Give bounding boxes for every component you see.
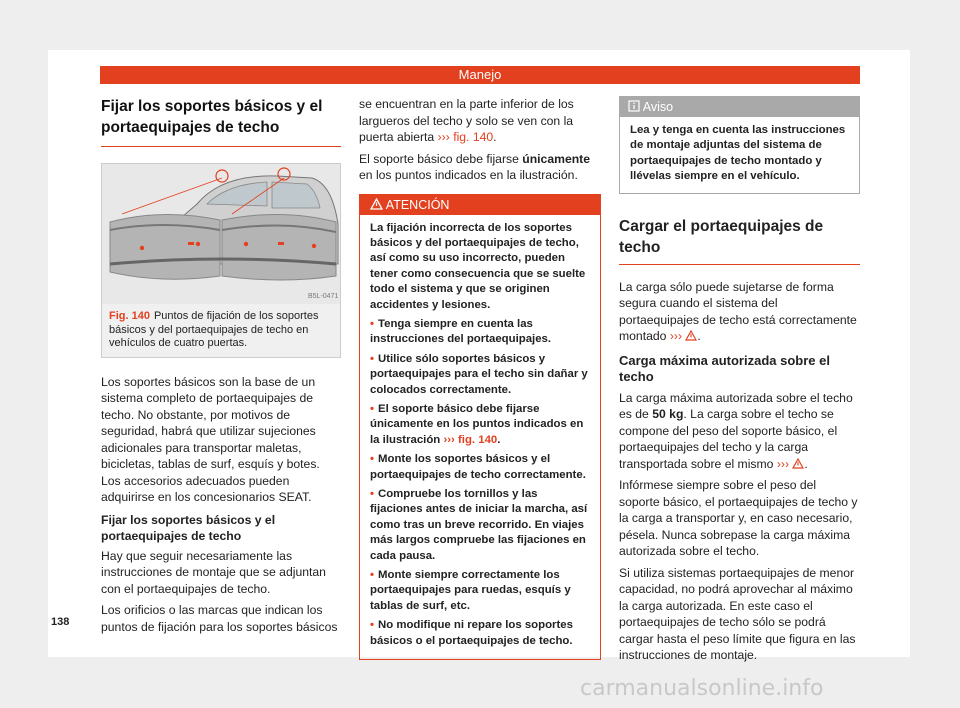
- col1-paragraph-3: Los orificios o las marcas que indican los puntos de fijación para los soportes básicos: [101, 603, 338, 634]
- col2-paragraph-2: [359, 151, 601, 184]
- col2-p2-bold: únicamente: [522, 151, 591, 166]
- section-title-fijar: Fijar los soportes básicos y el portaequipajes de techo: [101, 96, 341, 147]
- figure-caption-text: Puntos de fijación de los soportes básicos y del portaequipajes de techo en vehículos de cuatro puertas.: [109, 310, 319, 349]
- warning-bullet: • Utilice sólo soportes básicos y portaequipajes para el techo sin dañar y colocados correctamente.: [370, 352, 588, 396]
- warning-triangle-icon: [370, 198, 383, 210]
- note-header: [620, 97, 859, 117]
- fig-140-link[interactable]: fig. 140: [458, 433, 498, 446]
- ref-arrows: ›››: [669, 329, 683, 344]
- col1-paragraph-1: Los soportes básicos son la base de un sistema completo de portaequipajes de techo. No obstante, por motivos de seguridad, habrá que utilizar sujeciones adicionales para transportar maletas, bicicletas, tablas de surf, esquís y botes. Los accesorios adecuados pueden adquirirse en los concesionarios SEAT.: [101, 374, 320, 504]
- section-title-cargar: Cargar el portaequipajes de techo: [619, 216, 860, 265]
- warning-bullet: • Compruebe los tornillos y las fijaciones antes de iniciar la marcha, así como tras un breve recorrido. En viajes más largos compruebe las fijaciones en cada pausa.: [370, 488, 588, 562]
- warning-header: [360, 195, 600, 215]
- column-3: [619, 96, 860, 669]
- column-2: [359, 96, 601, 660]
- col2-p1-text: se encuentran en la parte inferior de los largueros del techo y solo se ven con la puerta abierta: [359, 97, 574, 144]
- col2-paragraph-1: [359, 96, 601, 146]
- warning-bullet: • Tenga siempre en cuenta las instrucciones del portaequipajes.: [370, 317, 552, 346]
- figure-caption: [102, 304, 340, 357]
- note-title: Aviso: [642, 100, 674, 114]
- col2-p2-pre: El soporte básico debe fijarse: [359, 151, 519, 166]
- warning-triangle-icon: [792, 458, 804, 469]
- warning-box: [359, 194, 601, 661]
- ref-arrows: ›››: [443, 433, 455, 446]
- car-roof-illustration: [102, 164, 340, 304]
- col3-paragraph-2: La carga máxima autorizada sobre el techo es de 50 kg. La carga sobre el techo se compone del peso del soporte básico, el portaequipajes del techo y la carga transportada sobre el mismo ››› .: [619, 390, 853, 471]
- warning-title: ATENCIÓN: [385, 197, 450, 212]
- warning-bullet: • Monte los soportes básicos y el portaequipajes de techo correctamente.: [370, 453, 586, 481]
- col1-subheading: Fijar los soportes básicos y el portaequipajes de techo: [101, 512, 276, 543]
- figure-label: Fig. 140: [109, 310, 150, 322]
- col3-paragraph-3: Infórmese siempre sobre el peso del soporte básico, el portaequipajes de techo y la carga a transportar y, en caso necesario, pésela. Nunca sobrepase la carga máxima autorizada sobre el techo.: [619, 478, 858, 559]
- col2-p2-post: en los puntos indicados en la ilustración.: [359, 168, 578, 182]
- col3-paragraph-4: Si utiliza sistemas portaequipajes de menor capacidad, no podrá aprovechar al máximo la carga autorizada. En este caso el portaequipajes de techo sólo se podrá cargar hasta el peso límite que figura en las instrucciones de montaje.: [619, 565, 856, 663]
- warning-bullet: • Monte siempre correctamente los portaequipajes para ruedas, esquís y tablas de surf, etc.: [370, 569, 571, 612]
- col2-p1-end: .: [493, 130, 497, 144]
- ref-arrows: ›››: [437, 130, 450, 144]
- col1-paragraph-2: Hay que seguir necesariamente las instrucciones de montaje que se adjuntan con el portaequipajes de techo.: [101, 548, 326, 596]
- info-icon: [628, 100, 640, 112]
- column-1: [101, 96, 341, 640]
- col3-subheading: Carga máxima autorizada sobre el techo: [619, 352, 830, 385]
- figure-140: [101, 163, 341, 358]
- note-text: Lea y tenga en cuenta las instrucciones de montaje adjuntas del sistema de portaequipajes de techo montado y llévelas siempre en el vehículo.: [630, 124, 846, 183]
- warning-bullet: • El soporte básico debe fijarse únicamente en los puntos indicados en la ilustración ››› fig. 140.: [370, 402, 584, 446]
- warning-triangle-icon: [685, 330, 697, 341]
- ref-arrows: ›››: [776, 456, 790, 471]
- watermark: carmanualsonline.info: [580, 676, 824, 701]
- warning-bullet: • No modifique ni repare los soportes básicos o el portaequipajes de techo.: [370, 619, 573, 647]
- warning-intro: La fijación incorrecta de los soportes básicos y del portaequipajes de techo, así como su uso incorrecto, pueden tener como consecuencia que se suelte todo el sistema y que se originen accidentes y lesiones.: [370, 221, 586, 311]
- note-box: [619, 96, 860, 194]
- max-load-value: 50 kg: [652, 407, 684, 422]
- chapter-header: Manejo: [100, 66, 860, 84]
- col3-paragraph-1: La carga sólo puede sujetarse de forma segura cuando el sistema del portaequipajes de techo está correctamente montado ››› .: [619, 279, 857, 344]
- fig-140-link[interactable]: fig. 140: [453, 130, 494, 144]
- figure-code: B5L-0471: [308, 293, 339, 300]
- page-number: 138: [51, 616, 70, 628]
